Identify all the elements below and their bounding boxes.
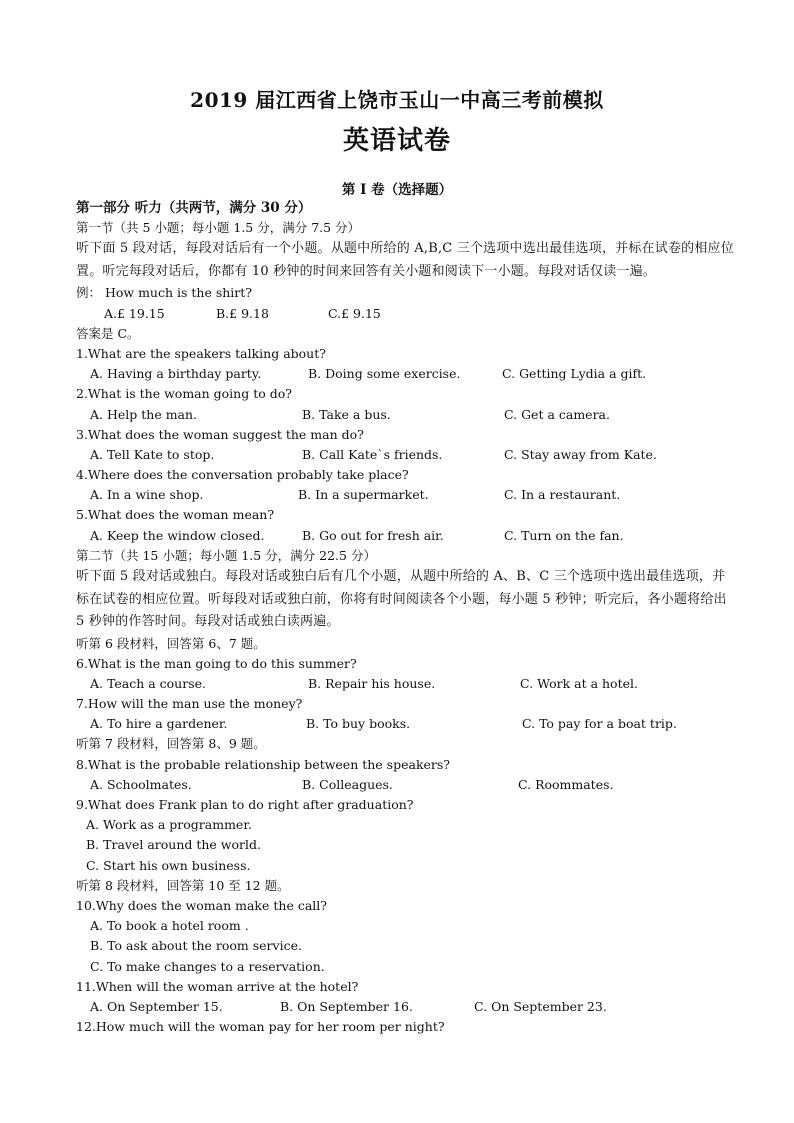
material-7: 听第 7 段材料，回答第 8、9 题。: [76, 736, 266, 752]
section1-instructions: 听下面 5 段对话，每段对话后有一个小题。从题中所给的 A,B,C 三个选项中选出最佳选项，并标在试卷的相应位置。听完每段对话后，你都有 10 秒钟的时间来回答有关小题和阅读下一小题。每段对话仅读一遍。: [76, 241, 734, 279]
option-b: B. On September 16.: [280, 998, 413, 1014]
option-a: A. Keep the window closed.: [90, 527, 265, 543]
option-c: C. Work at a hotel.: [520, 675, 638, 691]
question-7-options: [76, 714, 736, 734]
option-c: C. In a restaurant.: [504, 487, 621, 503]
question-3: 3.What does the woman suggest the man do?: [76, 426, 364, 442]
question-8: 8.What is the probable relationship between the speakers?: [76, 756, 451, 772]
option-a: A. In a wine shop.: [90, 487, 204, 503]
question-5: 5.What does the woman mean?: [76, 507, 275, 523]
option-a: A. On September 15.: [90, 998, 223, 1014]
option-b: B. Call Kate`s friends.: [302, 446, 443, 462]
question-4: 4.Where does the conversation probably take place?: [76, 467, 409, 483]
option-b: B. Colleagues.: [302, 776, 393, 792]
example-answer: 答案是 C。: [76, 325, 140, 341]
question-9: 9.What does Frank plan to do right after graduation?: [76, 797, 414, 812]
question-3-options: [76, 445, 736, 465]
example-question: 例： How much is the shirt?: [76, 285, 252, 301]
question-10-option-b: B. To ask about the room service.: [90, 938, 302, 954]
material-8: 听第 8 段材料，回答第 10 至 12 题。: [76, 877, 290, 893]
option-c: C. To pay for a boat trip.: [522, 716, 677, 732]
question-11-options: [76, 997, 736, 1017]
part1-heading: 第一部分 听力（共两节，满分 30 分）: [76, 200, 312, 216]
question-10: 10.Why does the woman make the call?: [76, 897, 327, 913]
option-a: A. Teach a course.: [90, 675, 206, 691]
question-10-option-a: A. To book a hotel room .: [90, 918, 249, 934]
question-9-option-c: C. Start his own business.: [86, 857, 251, 873]
option-a: A. Schoolmates.: [90, 776, 192, 792]
option-c: C. On September 23.: [474, 998, 607, 1014]
example-option-c: C.£ 9.15: [328, 305, 381, 321]
example-options: [76, 304, 736, 324]
question-11: 11.When will the woman arrive at the hotel?: [76, 978, 359, 994]
option-b: B. Doing some exercise.: [308, 366, 461, 382]
section1-heading: 第一节（共 5 小题；每小题 1.5 分，满分 7.5 分）: [76, 220, 361, 236]
question-8-options: [76, 775, 736, 795]
option-c: C. Get a camera.: [504, 406, 610, 422]
question-2-options: [76, 405, 736, 425]
option-c: C. Stay away from Kate.: [504, 446, 657, 462]
exam-title: 2019 届江西省上饶市玉山一中高三考前模拟: [190, 88, 604, 112]
section2-heading: 第二节（共 15 小题；每小题 1.5 分，满分 22.5 分）: [76, 547, 376, 563]
option-b: B. Repair his house.: [308, 675, 436, 691]
exam-subtitle: 英语试卷: [342, 126, 451, 156]
volume-heading: 第 I 卷（选择题）: [341, 182, 453, 198]
question-9-option-a: A. Work as a programmer.: [86, 817, 252, 833]
option-a: A. Help the man.: [90, 406, 198, 422]
option-c: C. Getting Lydia a gift.: [502, 366, 647, 382]
question-7: 7.How will the man use the money?: [76, 696, 303, 712]
question-9-option-b: B. Travel around the world.: [86, 837, 261, 853]
example-option-b: B.£ 9.18: [216, 305, 269, 321]
question-1-options: [76, 364, 736, 384]
option-a: A. Tell Kate to stop.: [90, 446, 215, 462]
option-b: B. Take a bus.: [302, 406, 391, 422]
question-2: 2.What is the woman going to do?: [76, 386, 292, 402]
option-c: C. Turn on the fan.: [504, 527, 624, 543]
option-a: A. Having a birthday party.: [90, 366, 262, 382]
example-option-a: A.£ 19.15: [104, 305, 165, 321]
question-4-options: [76, 485, 736, 505]
question-6: 6.What is the man going to do this summer?: [76, 655, 357, 671]
option-b: B. Go out for fresh air.: [302, 527, 444, 543]
section2-instructions: 听下面 5 段对话或独白。每段对话或独白后有几个小题，从题中所给的 A、B、C 三个选项中选出最佳选项，并标在试卷的相应位置。听每段对话或独白前，你将有时间阅读各个小题，每小题 5 秒钟；听完后，各小题将给出 5 秒钟的作答时间。每段对话或独白读两遍。: [76, 569, 727, 629]
question-10-option-c: C. To make changes to a reservation.: [90, 958, 325, 974]
question-1: 1.What are the speakers talking about?: [76, 345, 326, 361]
question-5-options: [76, 526, 736, 546]
option-a: A. To hire a gardener.: [90, 716, 228, 732]
question-12: 12.How much will the woman pay for her room per night?: [76, 1019, 445, 1035]
option-b: B. To buy books.: [306, 716, 411, 732]
exam-content: [76, 198, 736, 1037]
option-b: B. In a supermarket.: [298, 487, 429, 503]
material-6: 听第 6 段材料，回答第 6、7 题。: [76, 635, 266, 651]
question-6-options: [76, 674, 736, 694]
option-c: C. Roommates.: [518, 776, 614, 792]
